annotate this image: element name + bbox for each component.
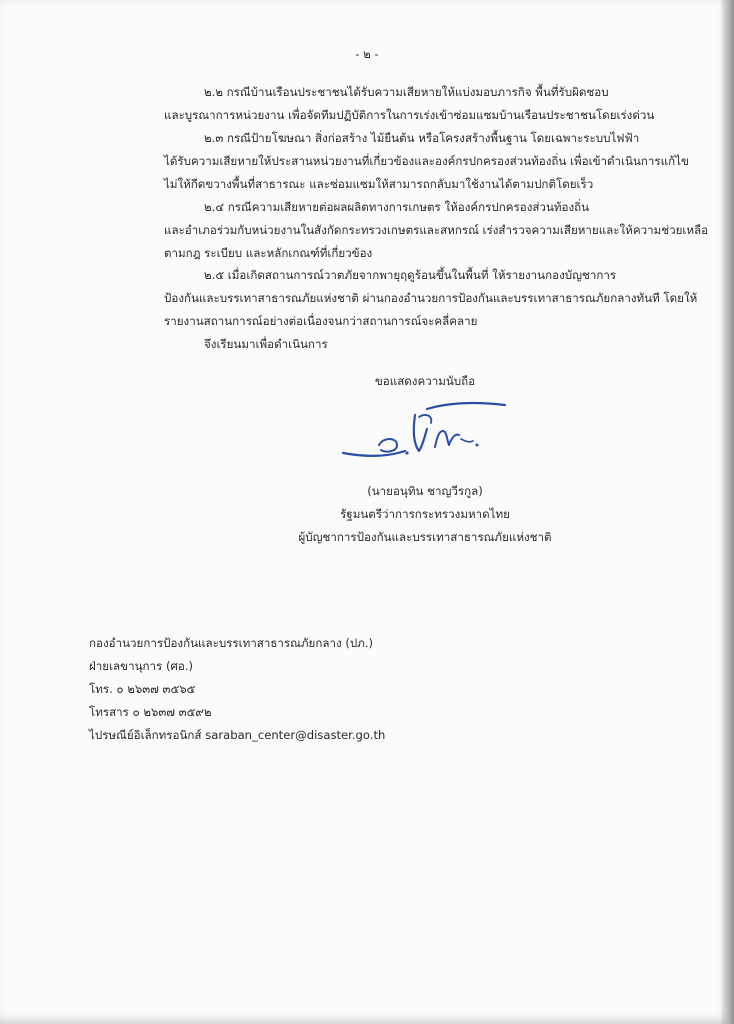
page-edge-shadow bbox=[720, 0, 734, 1024]
signatory-position-1: รัฐมนตรีว่าการกระทรวงมหาดไทย bbox=[340, 507, 510, 521]
paragraph-2-2-line-2: และบูรณาการหน่วยงาน เพื่อจัดทีมปฏิบัติการในการเร่งเข้าซ่อมแซมบ้านเรือนประชาชนโดยเร่งด่วน bbox=[164, 108, 655, 122]
paragraph-2-5-line-3: รายงานสถานการณ์อย่างต่อเนื่องจนกว่าสถานการณ์จะคลี่คลาย bbox=[164, 314, 478, 328]
page-number: - ๒ - bbox=[355, 47, 379, 61]
paragraph-2-4-line-3: ตามกฎ ระเบียบ และหลักเกณฑ์ที่เกี่ยวข้อง bbox=[164, 246, 373, 260]
paragraph-2-3-line-3: ไม่ให้กีดขวางพื้นที่สาธารณะ และซ่อมแซมให้สามารถกลับมาใช้งานได้ตามปกติโดยเร็ว bbox=[164, 177, 594, 191]
contact-section: ฝ่ายเลขานุการ (ศอ.) bbox=[89, 659, 194, 673]
paragraph-2-5-line-2: ป้องกันและบรรเทาสาธารณภัยแห่งชาติ ผ่านกองอำนวยการป้องกันและบรรเทาสาธารณภัยกลางทันที โดยให้ bbox=[164, 291, 698, 305]
paragraph-2-3-line-1: ๒.๓ กรณีป้ายโฆษณา สิ่งก่อสร้าง ไม้ยืนต้น หรือโครงสร้างพื้นฐาน โดยเฉพาะระบบไฟฟ้า bbox=[204, 131, 640, 145]
contact-email: ไปรษณีย์อิเล็กทรอนิกส์ saraban_center@disaster.go.th bbox=[89, 728, 386, 742]
paragraph-2-3-line-2: ได้รับความเสียหายให้ประสานหน่วยงานที่เกี่ยวข้องและองค์กรปกครองส่วนท้องถิ่น เพื่อเข้าดำเนินการแก้ไข bbox=[164, 154, 689, 168]
signatory-position-2: ผู้บัญชาการป้องกันและบรรเทาสาธารณภัยแห่งชาติ bbox=[298, 530, 552, 544]
paragraph-2-2-line-1: ๒.๒ กรณีบ้านเรือนประชาชนได้รับความเสียหายให้แบ่งมอบภารกิจ พื้นที่รับผิดชอบ bbox=[204, 85, 609, 99]
contact-phone: โทร. ๐ ๒๖๓๗ ๓๕๖๕ bbox=[89, 682, 196, 696]
signatory-name: (นายอนุทิน ชาญวีรกูล) bbox=[367, 484, 483, 498]
paragraph-2-5-line-1: ๒.๕ เมื่อเกิดสถานการณ์วาตภัยจากพายุฤดูร้อนขึ้นในพื้นที่ ให้รายงานกองบัญชาการ bbox=[204, 268, 617, 282]
paragraph-2-4-line-1: ๒.๔ กรณีความเสียหายต่อผลผลิตทางการเกษตร ให้องค์กรปกครองส่วนท้องถิ่น bbox=[204, 200, 590, 214]
contact-office: กองอำนวยการป้องกันและบรรเทาสาธารณภัยกลาง (ปภ.) bbox=[89, 636, 374, 650]
paragraph-2-4-line-2: และอำเภอร่วมกับหน่วยงานในสังกัดกระทรวงเกษตรและสหกรณ์ เร่งสำรวจความเสียหายและให้ความช่วยเหลือ bbox=[164, 223, 709, 237]
handwritten-signature bbox=[335, 395, 515, 473]
contact-fax: โทรสาร ๐ ๒๖๓๗ ๓๕๙๒ bbox=[89, 705, 212, 719]
closing-request: จึงเรียนมาเพื่อดำเนินการ bbox=[204, 337, 328, 351]
salutation: ขอแสดงความนับถือ bbox=[374, 374, 476, 388]
